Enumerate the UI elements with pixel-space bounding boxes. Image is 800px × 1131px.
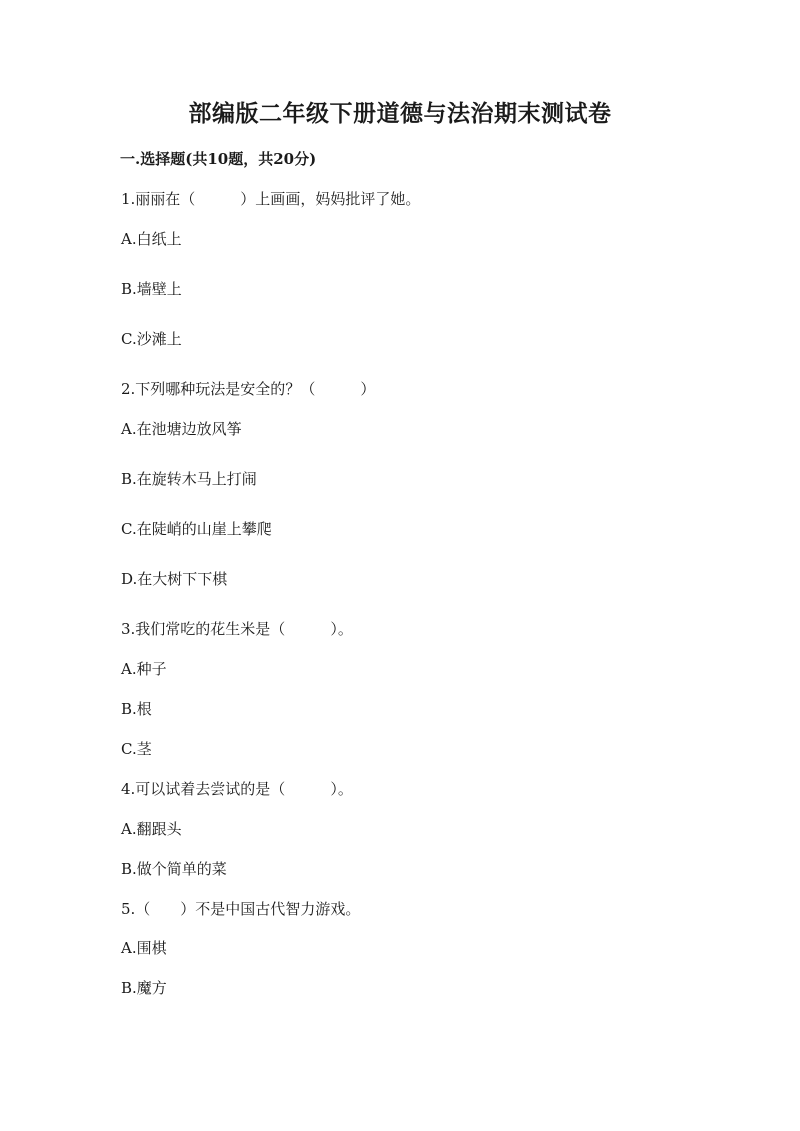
page-title: 部编版二年级下册道德与法治期末测试卷 bbox=[188, 100, 612, 127]
question-stem-3: 3.我们常吃的花生米是（ ）。 bbox=[121, 620, 353, 638]
option-5b: B.魔方 bbox=[121, 979, 167, 997]
question-stem-4: 4.可以试着去尝试的是（ ）。 bbox=[121, 780, 353, 798]
option-1b: B.墙壁上 bbox=[121, 280, 182, 298]
option-1a: A.白纸上 bbox=[121, 230, 182, 248]
option-2c: C.在陡峭的山崖上攀爬 bbox=[121, 520, 272, 538]
option-3a: A.种子 bbox=[121, 660, 167, 678]
option-5a: A.围棋 bbox=[121, 939, 167, 957]
option-2b: B.在旋转木马上打闹 bbox=[121, 470, 257, 488]
question-stem-5: 5.（ ）不是中国古代智力游戏。 bbox=[121, 900, 361, 918]
option-2d: D.在大树下下棋 bbox=[121, 570, 228, 588]
section-heading: 一.选择题(共10题，共20分) bbox=[120, 150, 317, 168]
option-3c: C.茎 bbox=[121, 740, 152, 758]
option-4b: B.做个简单的菜 bbox=[121, 860, 227, 878]
question-stem-2: 2.下列哪种玩法是安全的？（ ） bbox=[121, 380, 376, 398]
option-3b: B.根 bbox=[121, 700, 152, 718]
option-1c: C.沙滩上 bbox=[121, 330, 182, 348]
question-stem-1: 1.丽丽在（ ）上画画，妈妈批评了她。 bbox=[121, 190, 421, 208]
option-2a: A.在池塘边放风筝 bbox=[121, 420, 242, 438]
option-4a: A.翻跟头 bbox=[121, 820, 182, 838]
